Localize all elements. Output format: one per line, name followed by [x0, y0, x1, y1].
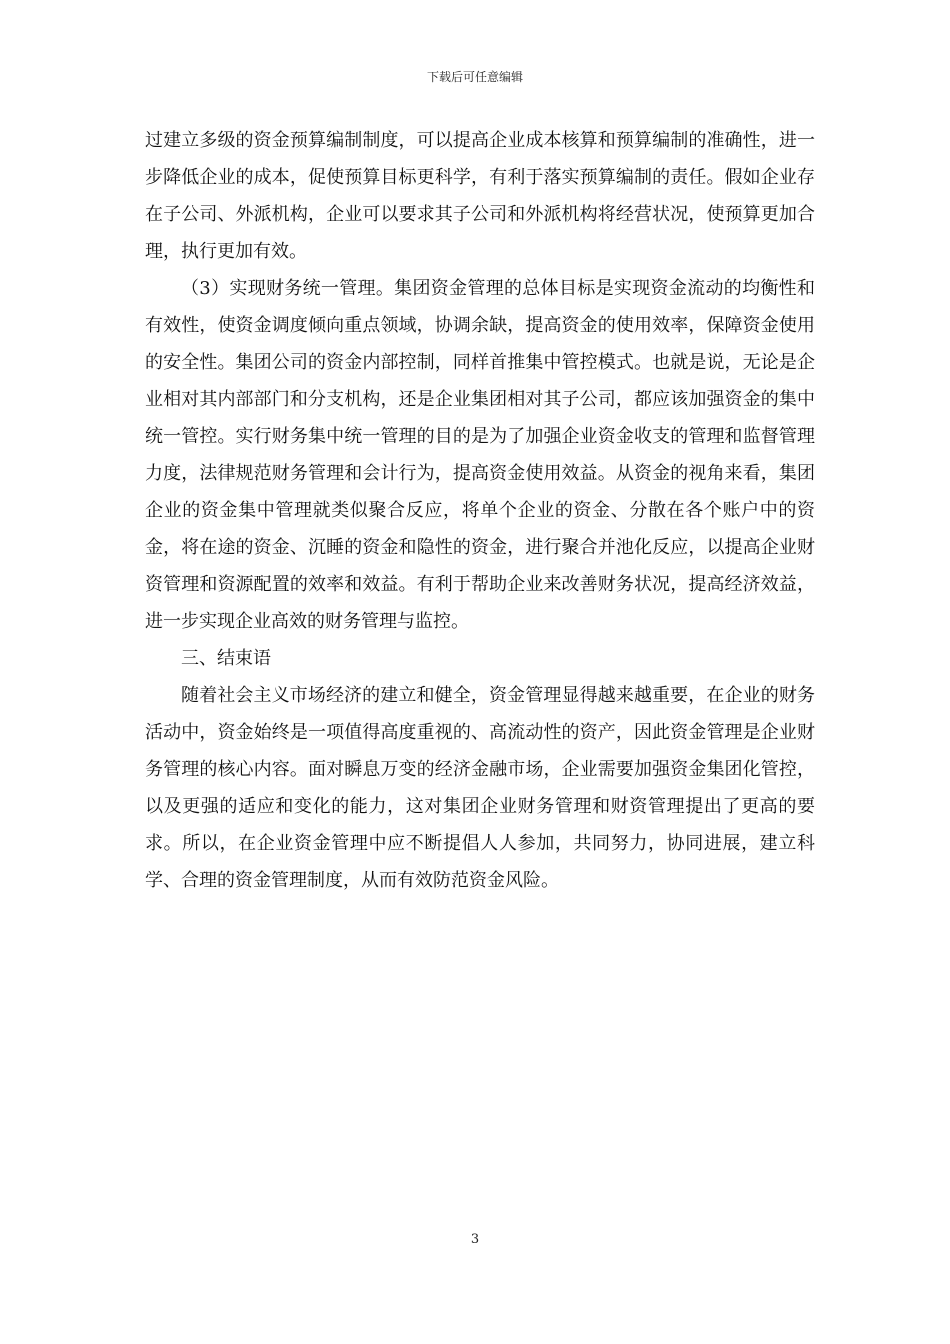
- document-body: [145, 122, 815, 899]
- paragraph-continuation: 过建立多级的资金预算编制制度，可以提高企业成本核算和预算编制的准确性，进一步降低企业的成本，促使预算目标更科学，有利于落实预算编制的责任。假如企业存在子公司、外派机构，企业可以要求其子公司和外派机构将经营状况，使预算更加合理，执行更加有效。: [145, 130, 815, 262]
- paragraph-conclusion: 随着社会主义市场经济的建立和健全，资金管理显得越来越重要，在企业的财务活动中，资金始终是一项值得高度重视的、高流动性的资产，因此资金管理是企业财务管理的核心内容。面对瞬息万变的经济金融市场，企业需要加强资金集团化管控，以及更强的适应和变化的能力，这对集团企业财务管理和财资管理提出了更高的要求。所以，在企业资金管理中应不断提倡人人参加，共同努力，协同进展，建立科学、合理的资金管理制度，从而有效防范资金风险。: [145, 685, 815, 891]
- page-header: 下载后可任意编辑: [426, 70, 523, 84]
- page-number: 3: [470, 1232, 480, 1247]
- paragraph-unified-finance-management: （3）实现财务统一管理。集团资金管理的总体目标是实现资金流动的均衡性和有效性，使资金调度倾向重点领域，协调余缺，提高资金的使用效率，保障资金使用的安全性。集团公司的资金内部控制，同样首推集中管控模式。也就是说，无论是企业相对其内部部门和分支机构，还是企业集团相对其子公司，都应该加强资金的集中统一管控。实行财务集中统一管理的目的是为了加强企业资金收支的管理和监督管理力度，法律规范财务管理和会计行为，提高资金使用效益。从资金的视角来看，集团企业的资金集中管理就类似聚合反应，将单个企业的资金、分散在各个账户中的资金，将在途的资金、沉睡的资金和隐性的资金，进行聚合并池化反应，以提高企业财资管理和资源配置的效率和效益。有利于帮助企业来改善财务状况，提高经济效益，进一步实现企业高效的财务管理与监控。: [145, 278, 815, 632]
- section-heading-conclusion: 三、结束语: [181, 648, 271, 669]
